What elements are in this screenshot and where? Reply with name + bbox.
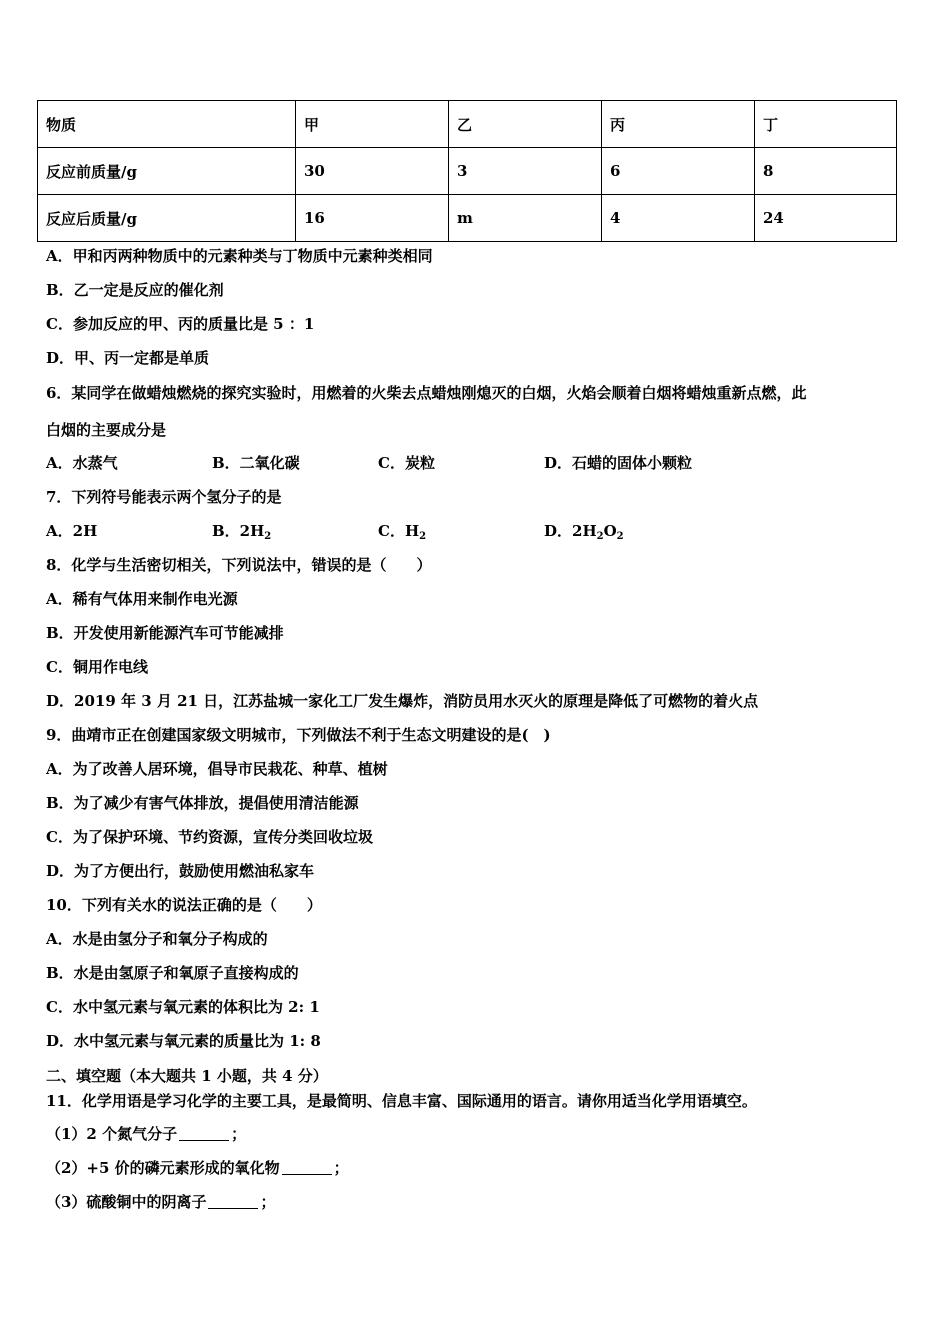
q10-option-a: A．水是由氢分子和氧分子构成的 xyxy=(46,930,268,948)
table-cell: 16 xyxy=(296,195,449,242)
answer-blank[interactable] xyxy=(282,1160,332,1175)
q8-option-d: D．2019 年 3 月 21 日，江苏盐城一家化工厂发生爆炸，消防员用水灭火的原理是降低了可燃物的着火点 xyxy=(46,692,759,710)
table-cell: 丙 xyxy=(602,101,755,148)
q10-option-b: B．水是由氢原子和氧原子直接构成的 xyxy=(46,964,299,982)
section-heading: 二、填空题（本大题共 1 小题，共 4 分） xyxy=(46,1067,328,1085)
q5-option-d: D．甲、丙一定都是单质 xyxy=(46,349,210,367)
q11-part-3: （3）硫酸铜中的阴离子 ； xyxy=(46,1193,276,1211)
table-cell: 3 xyxy=(449,148,602,195)
table-cell: 6 xyxy=(602,148,755,195)
q7-option-b: B．$2H_2$ xyxy=(212,522,272,542)
q11-stem: 11．化学用语是学习化学的主要工具，是最简明、信息丰富、国际通用的语言。请你用适当化学用语填空。 xyxy=(46,1092,757,1110)
table-cell: 反应后质量/g xyxy=(38,195,296,242)
table-cell: 24 xyxy=(755,195,897,242)
q10-stem: 10．下列有关水的说法正确的是（ ） xyxy=(46,896,322,914)
q7-option-c: C．$H_2$ xyxy=(378,522,427,542)
answer-blank[interactable] xyxy=(208,1194,258,1209)
table-cell: 4 xyxy=(602,195,755,242)
q7-option-a: A．2H xyxy=(46,522,98,540)
q6-options xyxy=(46,453,692,473)
q7-stem: 7．下列符号能表示两个氢分子的是 xyxy=(46,488,282,506)
q8-option-a: A．稀有气体用来制作电光源 xyxy=(46,590,238,608)
q9-option-d: D．为了方便出行，鼓励使用燃油私家车 xyxy=(46,862,315,880)
q9-option-c: C．为了保护环境、节约资源，宣传分类回收垃圾 xyxy=(46,828,373,846)
table-cell: 甲 xyxy=(296,101,449,148)
q5-option-a: A．甲和丙两种物质中的元素种类与丁物质中元素种类相同 xyxy=(46,247,433,265)
q6-option-c: C．炭粒 xyxy=(378,454,435,472)
q8-option-c: C．铜用作电线 xyxy=(46,658,148,676)
table-cell: 8 xyxy=(755,148,897,195)
table-header-row xyxy=(38,101,897,148)
q6-stem-line2: 白烟的主要成分是 xyxy=(46,421,167,439)
q5-option-c: C．参加反应的甲、丙的质量比是 5 ：1 xyxy=(46,315,315,333)
table-row xyxy=(38,148,897,195)
q6-option-a: A．水蒸气 xyxy=(46,454,118,472)
table-cell: 反应前质量/g xyxy=(38,148,296,195)
q7-options xyxy=(46,521,624,541)
table-cell: 30 xyxy=(296,148,449,195)
q10-option-d: D．水中氢元素与氧元素的质量比为 1: 8 xyxy=(46,1032,321,1050)
q6-stem-line1: 6．某同学在做蜡烛燃烧的探究实验时，用燃着的火柴去点蜡烛刚熄灭的白烟，火焰会顺着白烟将蜡烛重新点燃，此 xyxy=(46,384,807,402)
q9-option-a: A．为了改善人居环境，倡导市民栽花、种草、植树 xyxy=(46,760,388,778)
q8-option-b: B．开发使用新能源汽车可节能减排 xyxy=(46,624,284,642)
q7-option-d: D．$2H_2O_2$ xyxy=(544,522,624,542)
q5-option-b: B．乙一定是反应的催化剂 xyxy=(46,281,224,299)
q11-part-1: （1）2 个氮气分子 ； xyxy=(46,1125,247,1143)
q8-stem: 8．化学与生活密切相关，下列说法中，错误的是（ ） xyxy=(46,556,432,574)
q6-option-d: D．石蜡的固体小颗粒 xyxy=(544,454,693,472)
q6-option-b: B．二氧化碳 xyxy=(212,454,300,472)
q10-option-c: C．水中氢元素与氧元素的体积比为 2: 1 xyxy=(46,998,320,1016)
q9-option-b: B．为了减少有害气体排放，提倡使用清洁能源 xyxy=(46,794,359,812)
q9-stem: 9．曲靖市正在创建国家级文明城市，下列做法不利于生态文明建设的是( ) xyxy=(46,726,551,744)
table-cell: 乙 xyxy=(449,101,602,148)
q11-part-2: （2）+5 价的磷元素形成的氧化物 ； xyxy=(46,1159,349,1177)
table-cell: 丁 xyxy=(755,101,897,148)
table-cell: 物质 xyxy=(38,101,296,148)
table-row xyxy=(38,195,897,242)
answer-blank[interactable] xyxy=(179,1126,229,1141)
table-cell: m xyxy=(449,195,602,242)
mass-table xyxy=(37,100,897,242)
